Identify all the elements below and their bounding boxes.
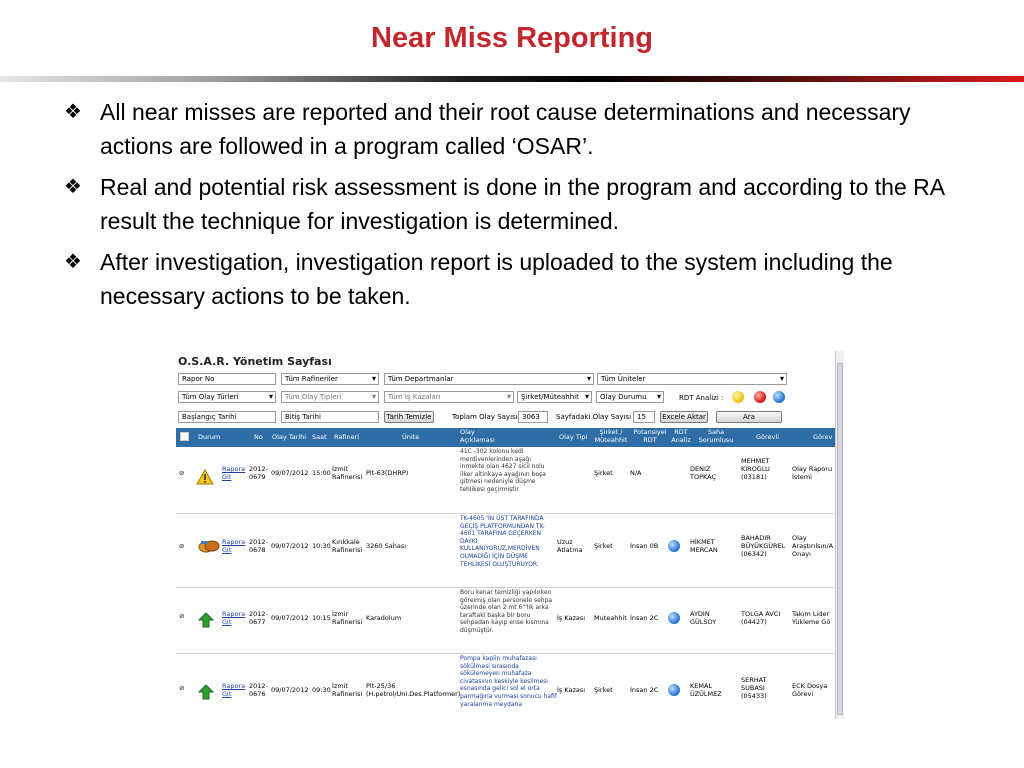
refinery: İzmir Rafinerisi — [332, 610, 363, 626]
title-divider — [0, 76, 1024, 82]
report-no: 2012-0676 — [249, 682, 268, 698]
event-time: 09:30 — [312, 686, 331, 694]
task: Takım Lider Yükleme Gö — [792, 610, 831, 626]
potential-rdt: İnsan 0B — [630, 542, 659, 550]
site-responsible: AYDIN GÜLSOY — [690, 610, 717, 626]
unit-select[interactable]: Tüm Üniteler ▾ — [597, 373, 787, 385]
vertical-scrollbar[interactable] — [835, 351, 844, 719]
report-no-input[interactable]: Rapor No — [178, 373, 276, 385]
event-description: Pompa kaplin muhafazası sökülmesi sırasında sökülemeyen muhafaza civatasının keskiyle kesilmesi esnasında gelici sol el orta parmağına vurması sonucu hafif yaralanma meydana — [460, 655, 557, 708]
rdt-yellow-toggle[interactable] — [732, 391, 744, 403]
potential-rdt: İnsan 2C — [630, 614, 659, 622]
rdt-blue-icon — [668, 540, 680, 552]
event-type: İş Kazası — [557, 614, 586, 622]
slide-title: Near Miss Reporting — [371, 22, 653, 54]
osar-screenshot — [176, 351, 844, 719]
task: ECK Dosya Görevi — [792, 682, 828, 698]
report-link[interactable]: Rapora Git — [222, 465, 246, 481]
rdt-blue-toggle[interactable] — [773, 391, 785, 403]
event-time: 10:15 — [312, 614, 331, 622]
search-button[interactable]: Ara — [716, 411, 782, 423]
unit: Karadolum — [366, 614, 402, 622]
event-type: İş Kazası — [557, 686, 586, 694]
event-time: 10:30 — [312, 542, 331, 550]
handshake-icon — [198, 538, 220, 554]
bullet-item — [64, 171, 964, 238]
report-link[interactable]: Rapora Git — [222, 682, 246, 698]
bullet-item — [64, 246, 964, 313]
col-header[interactable]: Saat — [312, 433, 327, 441]
attachment-icon[interactable]: ⊘ — [179, 542, 185, 550]
col-header[interactable]: Ünite — [402, 433, 420, 441]
company: Şirket — [594, 542, 613, 550]
refinery-select[interactable]: Tüm Rafineriler ▾ — [281, 373, 379, 385]
col-header[interactable]: Görev — [813, 433, 833, 441]
accident-select[interactable]: Tüm İş Kazaları ▾ — [384, 391, 514, 403]
event-description: Boru kenar temizliği yapılırken göreimiş olan personele sehpa üzerinde olan 2 mt 6"'lik arka taraftaki başka bir boru sehpadan kayıp ense kısmına düşmüştür. — [460, 589, 553, 634]
event-time: 15:00 — [312, 469, 331, 477]
report-link[interactable]: Rapora Git — [222, 610, 246, 626]
event-kind-select[interactable]: Tüm Olay Tipleri ▾ — [281, 391, 379, 403]
rdt-label: RDT Analizi : — [679, 394, 724, 402]
export-excel-button[interactable]: Excele Aktar — [660, 411, 708, 423]
company: Şirket — [594, 686, 613, 694]
attachment-icon[interactable]: ⊘ — [179, 684, 185, 692]
total-count-value: 3063 — [518, 411, 548, 423]
page-count-label: Sayfadaki Olay Sayısı — [556, 413, 632, 421]
assignee: MEHMET KIROGLU (03181) — [741, 457, 770, 481]
end-date-input[interactable]: Bitiş Tarihi — [281, 411, 379, 423]
department-select[interactable]: Tüm Departmanlar ▾ — [384, 373, 594, 385]
bullet-text: After investigation, investigation report is uploaded to the system including the necessary actions to be taken. — [100, 249, 893, 309]
unit: Plt-63(DHRP) — [366, 469, 409, 477]
col-header[interactable]: Potansiyel RDT — [633, 428, 667, 444]
scrollbar-thumb[interactable] — [837, 363, 843, 715]
site-responsible: KEMAL ÜZÜLMEZ — [690, 682, 722, 698]
warning-icon — [196, 469, 214, 485]
report-link[interactable]: Rapora Git — [222, 538, 246, 554]
assignee: TOLGA AVCI (04427) — [741, 610, 781, 626]
report-no: 2012-0678 — [249, 538, 268, 554]
event-date: 09/07/2012 — [271, 542, 309, 550]
app-page-title: O.S.A.R. Yönetim Sayfası — [178, 355, 332, 368]
bullet-list — [64, 96, 964, 321]
diamond-bullet-icon: ❖ — [64, 251, 82, 273]
col-header[interactable]: Rafineri — [334, 433, 360, 441]
col-header[interactable]: Saha Sorumlusu — [698, 428, 734, 444]
col-header[interactable]: No — [254, 433, 263, 441]
company: Şirket — [594, 469, 613, 477]
attachment-icon[interactable]: ⊘ — [179, 612, 185, 620]
rdt-blue-icon — [668, 684, 680, 696]
col-header[interactable]: Durum — [198, 433, 221, 441]
company-select[interactable]: Şirket/Müteahhit ▾ — [517, 391, 592, 403]
table-row[interactable] — [176, 588, 841, 654]
refinery: İzmit Rafinerisi — [332, 682, 363, 698]
clear-date-button[interactable]: Tarih Temizle — [384, 411, 434, 423]
assignee: SERHAT SUBASI (05433) — [741, 676, 767, 700]
table-header — [176, 428, 841, 447]
report-no: 2012-0677 — [249, 610, 268, 626]
status-select[interactable]: Olay Durumu ▾ — [596, 391, 664, 403]
bullet-item — [64, 96, 964, 163]
up-arrow-icon — [198, 612, 214, 628]
event-description: 41C -302 kolonu kedi merdivenlerinden aşağı inmekte olan 4627 sicil nolu ilker altinkaya ayağının boşa gitmesi nedeniyle düşme tehlikesi geçirmiştir — [460, 448, 546, 493]
attachment-icon[interactable]: ⊘ — [179, 469, 185, 477]
event-date: 09/07/2012 — [271, 686, 309, 694]
task: Olay Raporu İstemi — [792, 465, 833, 481]
start-date-input[interactable]: Başlangıç Tarihi — [178, 411, 276, 423]
diamond-bullet-icon: ❖ — [64, 101, 82, 123]
refinery: Kırıkkale Rafinerisi — [332, 538, 363, 554]
col-header[interactable]: Görevli — [756, 433, 780, 441]
bullet-text: Real and potential risk assessment is done in the program and according to the RA result the technique for investigation is determined. — [100, 174, 944, 234]
assignee: BAHADIR BÜYÜKGÜREL (06342) — [741, 534, 786, 558]
rdt-red-toggle[interactable] — [754, 391, 766, 403]
report-no: 2012-0679 — [249, 465, 268, 481]
task: Olay Araştırılsın/A Onayı — [792, 534, 834, 558]
up-arrow-icon — [198, 684, 214, 700]
potential-rdt: N/A — [630, 469, 642, 477]
col-header[interactable]: Olay Açıklaması — [460, 428, 495, 444]
site-responsible: DENIZ TOPKAÇ — [690, 465, 717, 481]
event-type-select[interactable]: Tüm Olay Türleri ▾ — [178, 391, 276, 403]
table-row[interactable] — [176, 514, 841, 588]
site-responsible: HİKMET MERCAN — [690, 538, 718, 554]
event-description: TK-4605 'İN ÜST TARAFINDA GEÇİŞ PLATFORMUNDAN TK-4601 TARAFINA GEÇERKEN DAYKI KULLANIYORUZ,MERDİVEN OLMADIĞI İÇİN DÜŞME TEHLİKESİ OLUŞTURUYOR. — [460, 515, 546, 568]
bullet-text: All near misses are reported and their root cause determinations and necessary actions are followed in a program called ‘OSAR’. — [100, 99, 911, 159]
col-header[interactable]: Olay Tarihi — [272, 433, 307, 441]
col-header[interactable]: Şirket / Müteahhit — [594, 428, 628, 444]
rdt-blue-icon — [668, 612, 680, 624]
refinery: İzmit Rafinerisi — [332, 465, 363, 481]
unit: 3260 Sahası — [366, 542, 407, 550]
potential-rdt: İnsan 2C — [630, 686, 659, 694]
unit: Plt-25/36 (H.petrol/Uni.Des.Platformer) — [366, 682, 461, 698]
table-row[interactable] — [176, 654, 841, 719]
company: Muteahhit — [594, 614, 627, 622]
event-date: 09/07/2012 — [271, 469, 309, 477]
event-type: Uzuz Atlatma — [557, 538, 583, 554]
col-header[interactable]: RDT Analiz — [671, 428, 691, 444]
col-header[interactable]: Olay Tipi — [559, 433, 588, 441]
total-count-label: Toplam Olay Sayısı — [452, 413, 518, 421]
diamond-bullet-icon: ❖ — [64, 176, 82, 198]
table-row[interactable] — [176, 447, 841, 514]
checkbox-icon[interactable] — [180, 432, 189, 441]
event-date: 09/07/2012 — [271, 614, 309, 622]
page-count-input[interactable]: 15 — [633, 411, 655, 423]
